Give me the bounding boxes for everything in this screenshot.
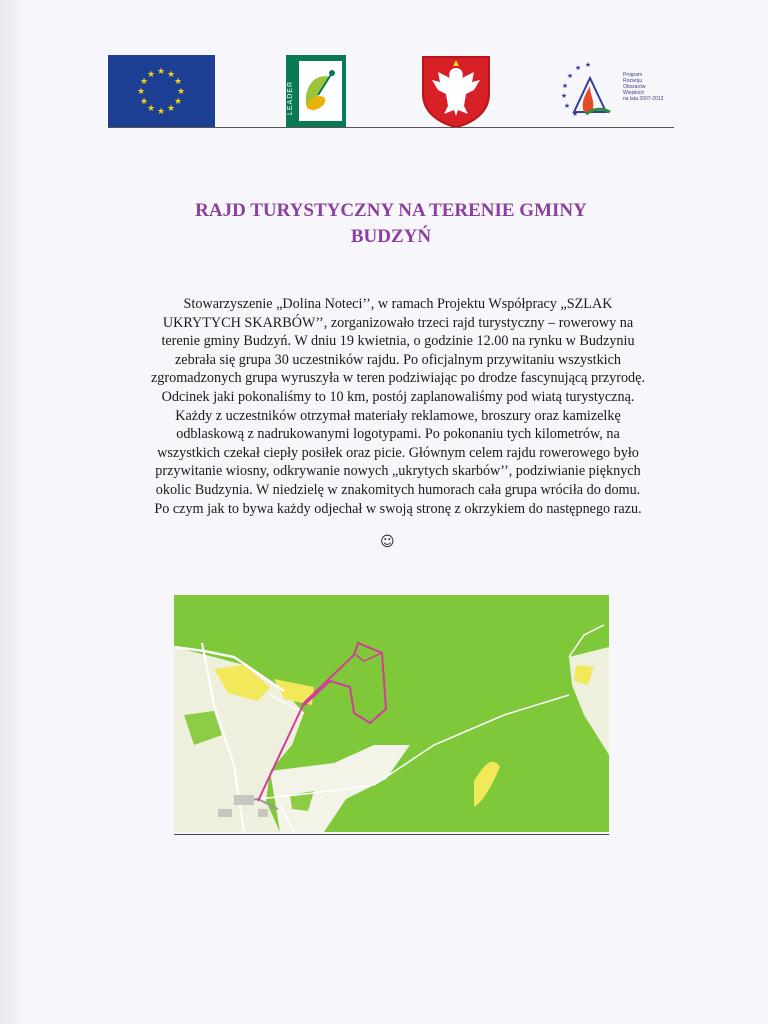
svg-text:★: ★ (166, 104, 176, 114)
body-line: Odcinek jaki pokonaliśmy to 10 km, postój zaplanowaliśmy pod wiatą turystyczną. (161, 388, 635, 405)
svg-text:★: ★ (571, 110, 579, 118)
body-line: Po czym jak to bywa każdy odjechał w swoją stronę z okrzykiem do następnego razu. (154, 500, 642, 517)
svg-text:★: ★ (561, 82, 569, 90)
svg-text:★: ★ (156, 67, 166, 77)
body-line: Każdy z uczestników otrzymał materiały reklamowe, broszury oraz kamizelkę (175, 407, 621, 424)
logo-strip (108, 54, 674, 128)
page-title (112, 198, 670, 250)
svg-text:★: ★ (139, 77, 149, 87)
leader-label: LEADER (287, 80, 294, 115)
body-line: terenie gminy Budzyń. W dniu 19 kwietnia, o godzinie 12.00 na rynku w Budzyniu (161, 333, 635, 350)
svg-text:★: ★ (566, 72, 574, 80)
body-line: zgromadzonych grupa wyruszyła w teren podziwiając po drodze fascynującą przyrodę. (151, 370, 645, 387)
prow-emblem-icon (556, 58, 622, 124)
body-line: przywitanie wiosny, odkrywanie nowych „ukrytych skarbów’’, podziwianie pięknych (155, 463, 641, 480)
title-line: RAJD TURYSTYCZNY NA TERENIE GMINY (195, 200, 587, 221)
body-line: zebrała się grupa 30 uczestników rajdu. Po oficjalnym przywitaniu wszystkich (175, 351, 621, 368)
page-edge (0, 0, 26, 1024)
leader-logo-icon (286, 55, 346, 127)
coat-of-arms-icon (420, 54, 492, 128)
body-line: odblaskową z nadrukowanymi logotypami. Po pokonaniu tych kilometrów, na (176, 426, 620, 443)
smiley-icon: ☺ (380, 534, 395, 550)
svg-text:★: ★ (176, 87, 186, 97)
prow-line: Wiejskich (623, 90, 645, 96)
route-map (174, 595, 609, 832)
body-line: UKRYTYCH SKARBÓW’’, zorganizowało trzeci rajd turystyczny – rowerowy na (162, 314, 634, 331)
prow-program-logo (556, 58, 674, 124)
body-line: Stowarzyszenie „Dolina Noteci’’, w ramach Projektu Współpracy „SZLAK (183, 296, 613, 312)
svg-text:★: ★ (563, 102, 571, 110)
prow-line: Obszarów (623, 84, 646, 90)
title-line: BUDZYŃ (350, 226, 432, 247)
svg-text:★: ★ (139, 97, 149, 107)
svg-text:★: ★ (584, 61, 592, 69)
prow-line: na lata 2007-2013 (623, 96, 664, 102)
body-line: wszystkich czekał ciepły posiłek oraz picie. Głównym celem rajdu rowerowego było (157, 444, 639, 461)
svg-text:★: ★ (166, 70, 176, 80)
svg-text:★: ★ (560, 92, 568, 100)
header-divider (108, 127, 674, 128)
article-body (98, 295, 698, 518)
prow-line: Rozwoju (623, 78, 643, 84)
svg-text:★: ★ (146, 70, 156, 80)
route-map-icon (174, 595, 609, 832)
svg-text:★: ★ (146, 104, 156, 114)
svg-text:★: ★ (173, 97, 183, 107)
map-divider (174, 834, 609, 835)
prow-program-text (623, 72, 663, 102)
svg-text:★: ★ (136, 87, 146, 97)
svg-text:★: ★ (574, 64, 582, 72)
prow-line: Program (623, 72, 643, 78)
svg-text:★: ★ (156, 107, 166, 117)
eu-flag-icon (108, 55, 215, 127)
body-line: okolic Budzynia. W niedzielę w znakomitych humorach cała grupa wróciła do domu. (155, 481, 641, 498)
svg-text:★: ★ (173, 77, 183, 87)
